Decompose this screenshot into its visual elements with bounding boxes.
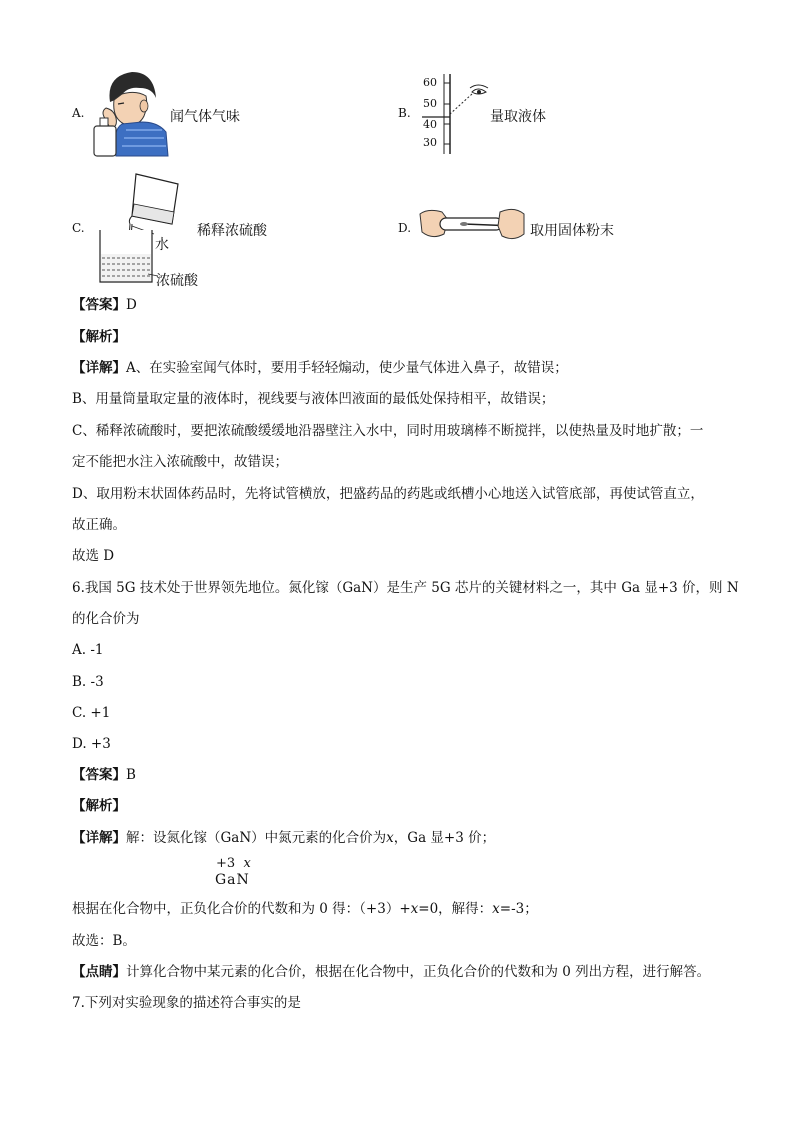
acid-label: 浓硫酸 — [156, 273, 198, 289]
q5-detail-line-4: 定不能把水注入浓硫酸中，故错误； — [72, 454, 288, 470]
answer-value: D — [126, 297, 137, 313]
q6-option-a: A. -1 — [72, 642, 104, 658]
q5-detail-line-2: B、用量筒量取定量的液体时，视线要与液体凹液面的最低处保持相平，故错误； — [72, 391, 555, 407]
detail-text: 解：设氮化镓（GaN）中氮元素的化合价为 — [126, 830, 387, 846]
valence-annotation — [216, 856, 251, 871]
q7-stem: 7.下列对实验现象的描述符合事实的是 — [72, 995, 301, 1011]
answer-tag: 【答案】 — [72, 297, 126, 313]
option-b-caption: 量取液体 — [490, 109, 546, 125]
scale-label-50: 50 — [423, 97, 437, 110]
q5-detail-line-3: C、稀释浓硫酸时，要把浓硫酸缓缓地沿器壁注入水中，同时用玻璃棒不断搅拌，以使热量及时地扩散；一 — [72, 423, 704, 439]
scale-label-40: 40 — [423, 118, 437, 131]
smelling-gas-illustration — [92, 68, 170, 160]
q6-solve-line — [72, 901, 538, 917]
answer-value: B — [126, 767, 136, 783]
q6-option-c: C. +1 — [72, 705, 111, 721]
q6-detail-line — [72, 830, 495, 846]
q6-option-b: B. -3 — [72, 674, 104, 690]
formula-gan: GaN — [215, 872, 250, 888]
q5-detail-line-5: D、取用粉末状固体药品时，先将试管横放，把盛药品的药匙或纸槽小心地送入试管底部，再使试管直立， — [72, 486, 704, 502]
graduated-cylinder-illustration — [420, 70, 490, 156]
detail-tag: 【详解】 — [72, 830, 126, 846]
option-d-caption: 取用固体粉末 — [530, 223, 614, 239]
valence-ga: +3 — [216, 856, 236, 871]
option-a-caption: 闻气体气味 — [170, 109, 240, 125]
variable-x: x — [410, 901, 419, 917]
q5-detail-line-1 — [72, 360, 568, 376]
q5-detail-line-6: 故正确。 — [72, 517, 126, 533]
variable-x: x — [386, 830, 394, 846]
answer-tag: 【答案】 — [72, 767, 126, 783]
tip-text: 计算化合物中某元素的化合价，根据在化合物中，正负化合价的代数和为 0 列出方程，进行解答。 — [126, 964, 711, 980]
solve-text: 根据在化合物中，正负化合价的代数和为 0 得：（+3）+ — [72, 901, 411, 917]
solve-text-end: =-3； — [499, 901, 538, 917]
valence-n: x — [243, 856, 251, 871]
option-d-letter: D. — [398, 221, 412, 235]
test-tube-powder-illustration — [418, 204, 528, 246]
water-label: 水 — [155, 237, 169, 253]
q6-stem-line-1: 6.我国 5G 技术处于世界领先地位。氮化镓（GaN）是生产 5G 芯片的关键材料之一，其中 Ga 显+3 价，则 N — [72, 580, 739, 596]
q6-choose-line: 故选：B。 — [72, 933, 136, 949]
q5-answer-line — [72, 297, 137, 313]
q6-tip-line — [72, 964, 710, 980]
scale-label-30: 30 — [423, 136, 437, 149]
q6-option-d: D. +3 — [72, 736, 111, 752]
detail-text: A、在实验室闻气体时，要用手轻轻煽动，使少量气体进入鼻子，故错误； — [126, 360, 568, 376]
option-c-caption: 稀释浓硫酸 — [197, 223, 267, 239]
scale-label-60: 60 — [423, 76, 437, 89]
variable-x: x — [492, 901, 500, 917]
detail-tag: 【详解】 — [72, 360, 126, 376]
q6-answer-line — [72, 767, 136, 783]
detail-text-end: ，Ga 显+3 价； — [393, 830, 496, 846]
q5-choose-line: 故选 D — [72, 548, 115, 564]
tip-tag: 【点睛】 — [72, 964, 126, 980]
analysis-tag: 【解析】 — [72, 329, 126, 345]
option-a-letter: A. — [72, 106, 85, 120]
option-c-letter: C. — [72, 221, 85, 235]
option-b-letter: B. — [398, 106, 411, 120]
solve-text-mid: =0，解得： — [418, 901, 493, 917]
analysis-tag: 【解析】 — [72, 798, 126, 814]
q6-stem-line-2: 的化合价为 — [72, 611, 140, 627]
